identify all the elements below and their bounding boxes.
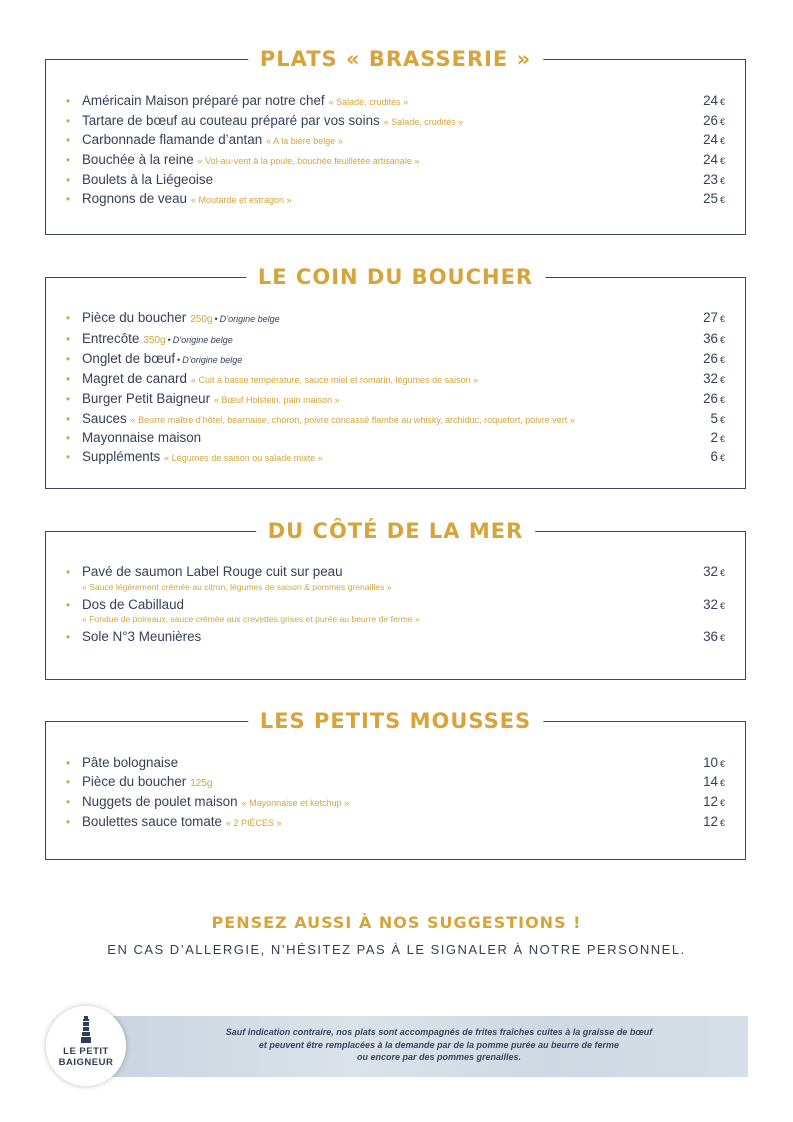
section-title: LE COIN DU BOUCHER	[246, 261, 545, 293]
menu-item	[64, 793, 725, 813]
dish-detail: « A la bière belge »	[266, 136, 343, 147]
menu-item	[64, 773, 725, 794]
price	[703, 596, 725, 616]
price	[703, 309, 725, 329]
dish-name: Entrecôte	[82, 330, 140, 346]
price	[703, 370, 725, 390]
section-title: DU CÔTÉ DE LA MER	[256, 515, 536, 547]
menu-item	[64, 429, 725, 448]
dish-detail: « 2 PIÈCES »	[225, 818, 282, 829]
price-value: 32	[703, 371, 718, 387]
price	[711, 410, 725, 430]
price	[703, 628, 725, 648]
price	[703, 563, 725, 583]
menu-list	[64, 92, 725, 209]
currency: €	[719, 633, 725, 644]
currency: €	[719, 314, 725, 324]
price	[703, 131, 725, 151]
currency: €	[719, 452, 725, 463]
menu-list	[64, 563, 725, 647]
currency: €	[719, 116, 725, 127]
currency: €	[719, 818, 725, 829]
dish-name: Mayonnaise maison	[82, 430, 202, 446]
dish-name: Bouchée à la reine	[82, 152, 194, 168]
menu-item	[64, 754, 725, 773]
currency: €	[719, 136, 725, 147]
dish-name: Tartare de bœuf au couteau préparé par vos soins	[82, 112, 380, 128]
dish-origin: D’origine belge	[182, 355, 243, 366]
dish-weight: 250g	[190, 314, 213, 325]
price-value: 5	[710, 410, 718, 426]
price	[703, 92, 725, 112]
menu-item	[64, 330, 725, 351]
price	[703, 330, 725, 350]
dish-origin: D’origine belge	[172, 334, 233, 345]
currency: €	[719, 375, 725, 386]
menu-item	[64, 813, 725, 833]
section-title: LES PETITS MOUSSES	[248, 705, 543, 737]
menu-item	[64, 596, 725, 627]
currency: €	[719, 355, 725, 366]
menu-item	[64, 131, 725, 151]
price	[703, 754, 725, 774]
separator-dot: •	[177, 355, 181, 366]
price-value: 36	[703, 629, 718, 645]
currency: €	[719, 414, 725, 425]
footer-text	[170, 1026, 708, 1064]
dish-detail: « Beurre maître d’hôtel, béarnaise, choron, poivre concassé flambé au whisky, archiduc, roquefort, poivre vert »	[130, 414, 575, 425]
price	[703, 773, 725, 793]
logo-text	[46, 1046, 126, 1068]
dish-name: Pâte bolognaise	[82, 755, 179, 770]
currency: €	[719, 334, 725, 345]
menu-item	[64, 563, 725, 594]
dish-name: Nuggets de poulet maison	[82, 794, 238, 810]
currency: €	[719, 777, 725, 788]
allergy-notice: EN CAS D’ALLERGIE, N’HÉSITEZ PAS À LE SIGNALER À NOTRE PERSONNEL.	[107, 942, 686, 957]
currency: €	[719, 600, 725, 611]
price-value: 32	[703, 596, 718, 612]
dish-name: Magret de canard	[82, 371, 187, 387]
logo	[46, 1006, 126, 1086]
dish-name: Burger Petit Baigneur	[82, 390, 211, 406]
section-boucher	[45, 265, 746, 489]
menu-item	[64, 390, 725, 410]
currency: €	[719, 798, 725, 809]
dish-detail: « Moutarde et estragon »	[190, 194, 292, 205]
price-value: 26	[703, 112, 718, 128]
menu-item	[64, 448, 725, 468]
footer-line: ou encore par des pommes grenailles.	[356, 1052, 522, 1062]
logo-line: LE PETIT	[63, 1046, 109, 1057]
price	[711, 429, 725, 449]
currency: €	[719, 568, 725, 578]
price	[703, 171, 725, 191]
price	[703, 190, 725, 210]
price-value: 26	[703, 351, 718, 367]
menu-list	[64, 309, 725, 468]
price-value: 36	[703, 330, 718, 346]
section-title: PLATS « BRASSERIE »	[248, 43, 543, 75]
section-brasserie	[45, 47, 746, 235]
menu-item	[64, 410, 725, 430]
dish-detail: « Cuit à basse température, sauce miel et romarin, légumes de saison »	[190, 375, 479, 386]
dish-detail: « Salade, crudités »	[328, 97, 409, 107]
currency: €	[719, 156, 725, 167]
price-value: 32	[703, 564, 718, 579]
dish-detail: « Mayonnaise et ketchup »	[241, 798, 350, 809]
footer-band	[90, 1016, 748, 1077]
price-value: 6	[710, 448, 718, 464]
price-value: 14	[703, 773, 718, 789]
dish-name: Pièce du boucher	[82, 310, 187, 325]
currency: €	[719, 434, 725, 445]
dish-origin: D’origine belge	[219, 314, 280, 324]
separator-dot: •	[167, 334, 171, 345]
price	[703, 151, 725, 171]
price-value: 24	[703, 132, 718, 148]
price	[703, 350, 725, 370]
menu-item	[64, 190, 725, 210]
dish-name: Onglet de bœuf	[82, 351, 176, 367]
currency: €	[719, 194, 725, 205]
price-value: 24	[703, 93, 718, 108]
price-value: 12	[703, 814, 718, 830]
dish-name: Rognons de veau	[82, 190, 187, 206]
currency: €	[719, 97, 725, 107]
dish-name: Boulettes sauce tomate	[82, 814, 222, 830]
dish-name: Sole N°3 Meunières	[82, 629, 202, 645]
price-value: 10	[703, 755, 718, 770]
dish-detail: « Salade, crudités »	[383, 116, 464, 127]
footer-line: Sauf indication contraire, nos plats sont accompagnés de frites fraîches cuites à la graisse de bœuf	[225, 1027, 653, 1037]
price-value: 23	[703, 171, 718, 187]
logo-line: BAIGNEUR	[58, 1057, 114, 1068]
menu-item	[64, 370, 725, 390]
dish-name: Suppléments	[82, 448, 161, 464]
section-mousses	[45, 709, 746, 860]
price	[703, 390, 725, 410]
dish-name: Sauces	[82, 410, 127, 426]
menu-item	[64, 112, 725, 132]
currency: €	[719, 394, 725, 405]
dish-detail: « Légumes de saison ou salade mixte »	[164, 452, 323, 463]
footer-line: et peuvent être remplacées à la demande par de la pomme purée au beurre de ferme	[258, 1039, 620, 1050]
price-value: 27	[703, 310, 718, 325]
dish-description: « Sauce légèrement crémée au citron, légumes de saison & pommes grenailles »	[82, 581, 392, 592]
menu-list	[64, 754, 725, 833]
dish-name: Pavé de saumon Label Rouge cuit sur peau	[82, 564, 343, 579]
price	[703, 793, 725, 813]
section-mer	[45, 519, 746, 680]
dish-weight: 350g	[143, 334, 166, 346]
price	[703, 813, 725, 833]
price	[703, 112, 725, 132]
dish-detail: « Vol-au-vent à la poule, bouchée feuilletée artisanale »	[197, 156, 420, 167]
menu-item	[64, 151, 725, 171]
price-value: 2	[710, 430, 718, 446]
dish-detail: « Bœuf Holstein, pain maison »	[214, 394, 340, 405]
currency: €	[719, 759, 725, 769]
price-value: 24	[703, 152, 718, 168]
dish-description: « Fondue de poireaux, sauce crémée aux crevettes grises et purée au beurre de ferme »	[82, 614, 420, 625]
menu-item	[64, 628, 725, 647]
dish-name: Dos de Cabillaud	[82, 596, 184, 612]
menu-item	[64, 92, 725, 112]
menu-item	[64, 171, 725, 190]
menu-item	[64, 309, 725, 330]
dish-name: Américain Maison préparé par notre chef	[82, 93, 325, 108]
separator-dot: •	[214, 314, 218, 324]
price-value: 25	[703, 190, 718, 206]
dish-name: Pièce du boucher	[82, 773, 187, 789]
menu-item	[64, 350, 725, 370]
price-value: 26	[703, 390, 718, 406]
dish-weight: 125g	[190, 777, 213, 789]
suggestions-heading: PENSEZ AUSSI À NOS SUGGESTIONS !	[211, 913, 582, 932]
price	[711, 448, 725, 468]
currency: €	[719, 175, 725, 186]
price-value: 12	[703, 794, 718, 810]
lighthouse-icon	[80, 1016, 92, 1044]
dish-name: Boulets à la Liégeoise	[82, 171, 214, 187]
dish-name: Carbonnade flamande d’antan	[82, 132, 263, 148]
